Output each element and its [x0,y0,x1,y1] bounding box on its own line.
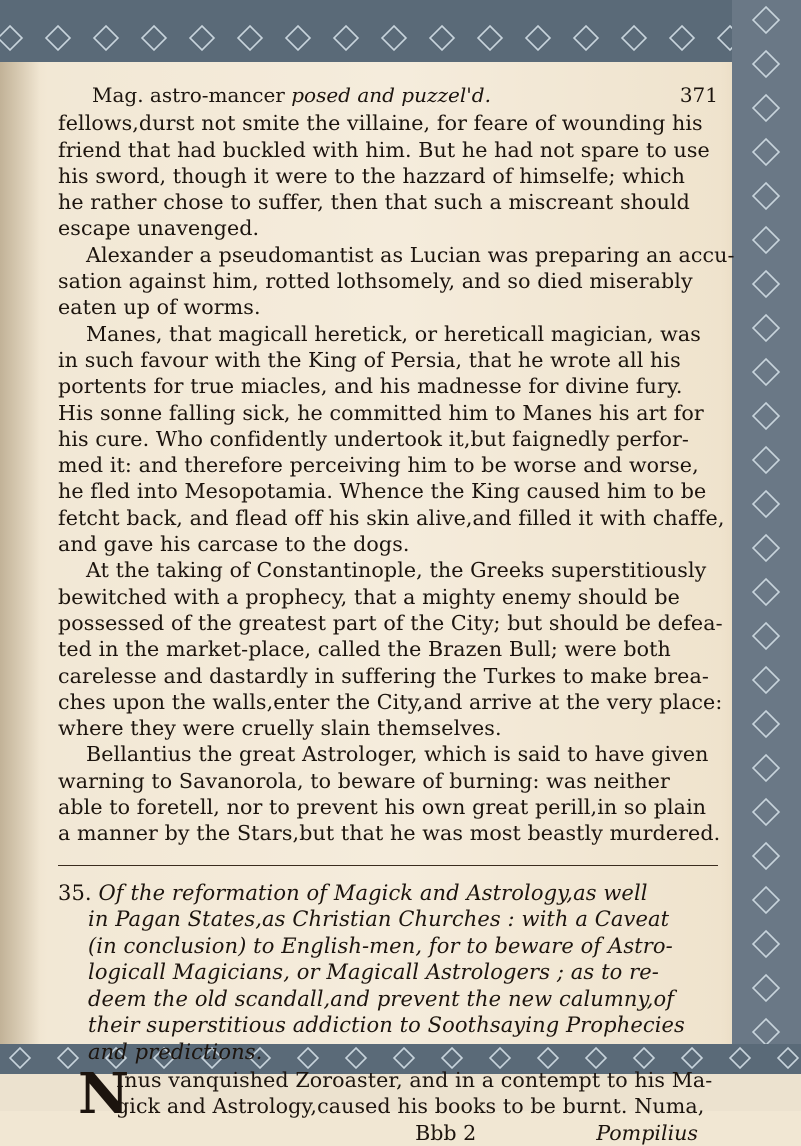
section-heading-line: in Pagan States,as Christian Churches : with a Caveat [88,907,670,932]
drop-cap-letter: N [78,1061,130,1128]
text-line: and gave his carcase to the dogs. [58,532,410,557]
text-line: eaten up of worms. [58,295,261,320]
section-heading [58,880,718,1066]
text-line: At the taking of Constantinople, the Greeks superstitiously [86,558,707,583]
paragraph-manes [58,321,725,558]
text-line: Inus vanquished Zoroaster, and in a contempt to his Ma- [116,1068,713,1093]
section-heading-line: logicall Magicians, or Magicall Astrologers ; as to re- [88,960,659,985]
section-heading-line: their superstitious addiction to Soothsaying Prophecies [88,1013,685,1038]
text-line: portents for true miacles, and his madnesse for divine fury. [58,374,683,399]
final-paragraph [58,1061,718,1128]
text-line: warning to Savanorola, to beware of burning: was neither [58,768,670,793]
page-footer [58,1120,718,1146]
text-line: in such favour with the King of Persia, that he wrote all his [58,347,681,372]
section-divider [58,865,718,866]
section-heading-line: (in conclusion) to English-men, for to beware of Astro- [88,933,673,958]
section-heading-line [58,880,718,907]
text-line: friend that had buckled with him. But he had not spare to use [58,137,710,162]
paragraph-1 [58,110,718,241]
text-line: possessed of the greatest part of the City; but should be defea- [58,610,723,635]
paragraph-alexander [58,242,735,321]
page-number: 371 [679,83,718,107]
running-header [58,82,718,108]
page-text [58,82,735,1146]
section-heading-line: deem the old scandall,and prevent the new calumny,of [88,986,675,1011]
text-line: ches upon the walls,enter the City,and arrive at the very place: [58,689,723,714]
ornamental-border-right [732,0,801,1111]
section-heading-line: and predictions. [88,1039,263,1064]
text-line: sation against him, rotted lothsomely, and so died miserably [58,269,693,294]
gutter-shadow [0,0,40,1111]
text-line: Bellantius the great Astrologer, which is said to have given [86,742,709,767]
text-line: able to foretell, nor to prevent his own great perill,in so plain [58,795,707,820]
text-line: a manner by the Stars,but that he was most beastly murdered. [58,821,721,846]
paragraph-bellantius [58,741,721,846]
text-line: his sword, though it were to the hazzard of himselfe; which [58,163,686,188]
section-number: 35. [58,880,99,905]
text-line: His sonne falling sick, he committed him to Manes his art for [58,400,704,425]
text-line: gick and Astrology,caused his books to be burnt. Numa, [116,1094,705,1119]
signature-mark: Bbb 2 [415,1120,477,1145]
text-line: med it: and therefore perceiving him to be worse and worse, [58,453,699,478]
text-line: bewitched with a prophecy, that a mighty enemy should be [58,584,680,609]
section-heading-text: Of the reformation of Magick and Astrology,as well [98,880,648,905]
catchword: Pompilius [596,1120,698,1145]
running-title: Mag. astro-mancer posed and puzzel'd. [92,83,491,107]
text-line: Alexander a pseudomantist as Lucian was preparing an accu- [86,242,735,267]
text-line: ted in the market-place, called the Brazen Bull; were both [58,637,671,662]
paragraph-constantinople [58,557,723,741]
text-line: Manes, that magicall heretick, or hereticall magician, was [86,321,701,346]
text-line: he fled into Mesopotamia. Whence the King caused him to be [58,479,707,504]
text-line: he rather chose to suffer, then that such a miscreant should [58,190,690,215]
text-line: his cure. Who confidently undertook it,but faignedly perfor- [58,426,689,451]
text-line: escape unavenged. [58,216,260,241]
text-line: fetcht back, and flead off his skin alive,and filled it with chaffe, [58,505,725,530]
text-line: carelesse and dastardly in suffering the Turkes to make brea- [58,663,709,688]
ornamental-border-top [0,0,801,62]
text-line: fellows,durst not smite the villaine, for feare of wounding his [58,111,703,136]
text-line: where they were cruelly slain themselves. [58,716,502,741]
